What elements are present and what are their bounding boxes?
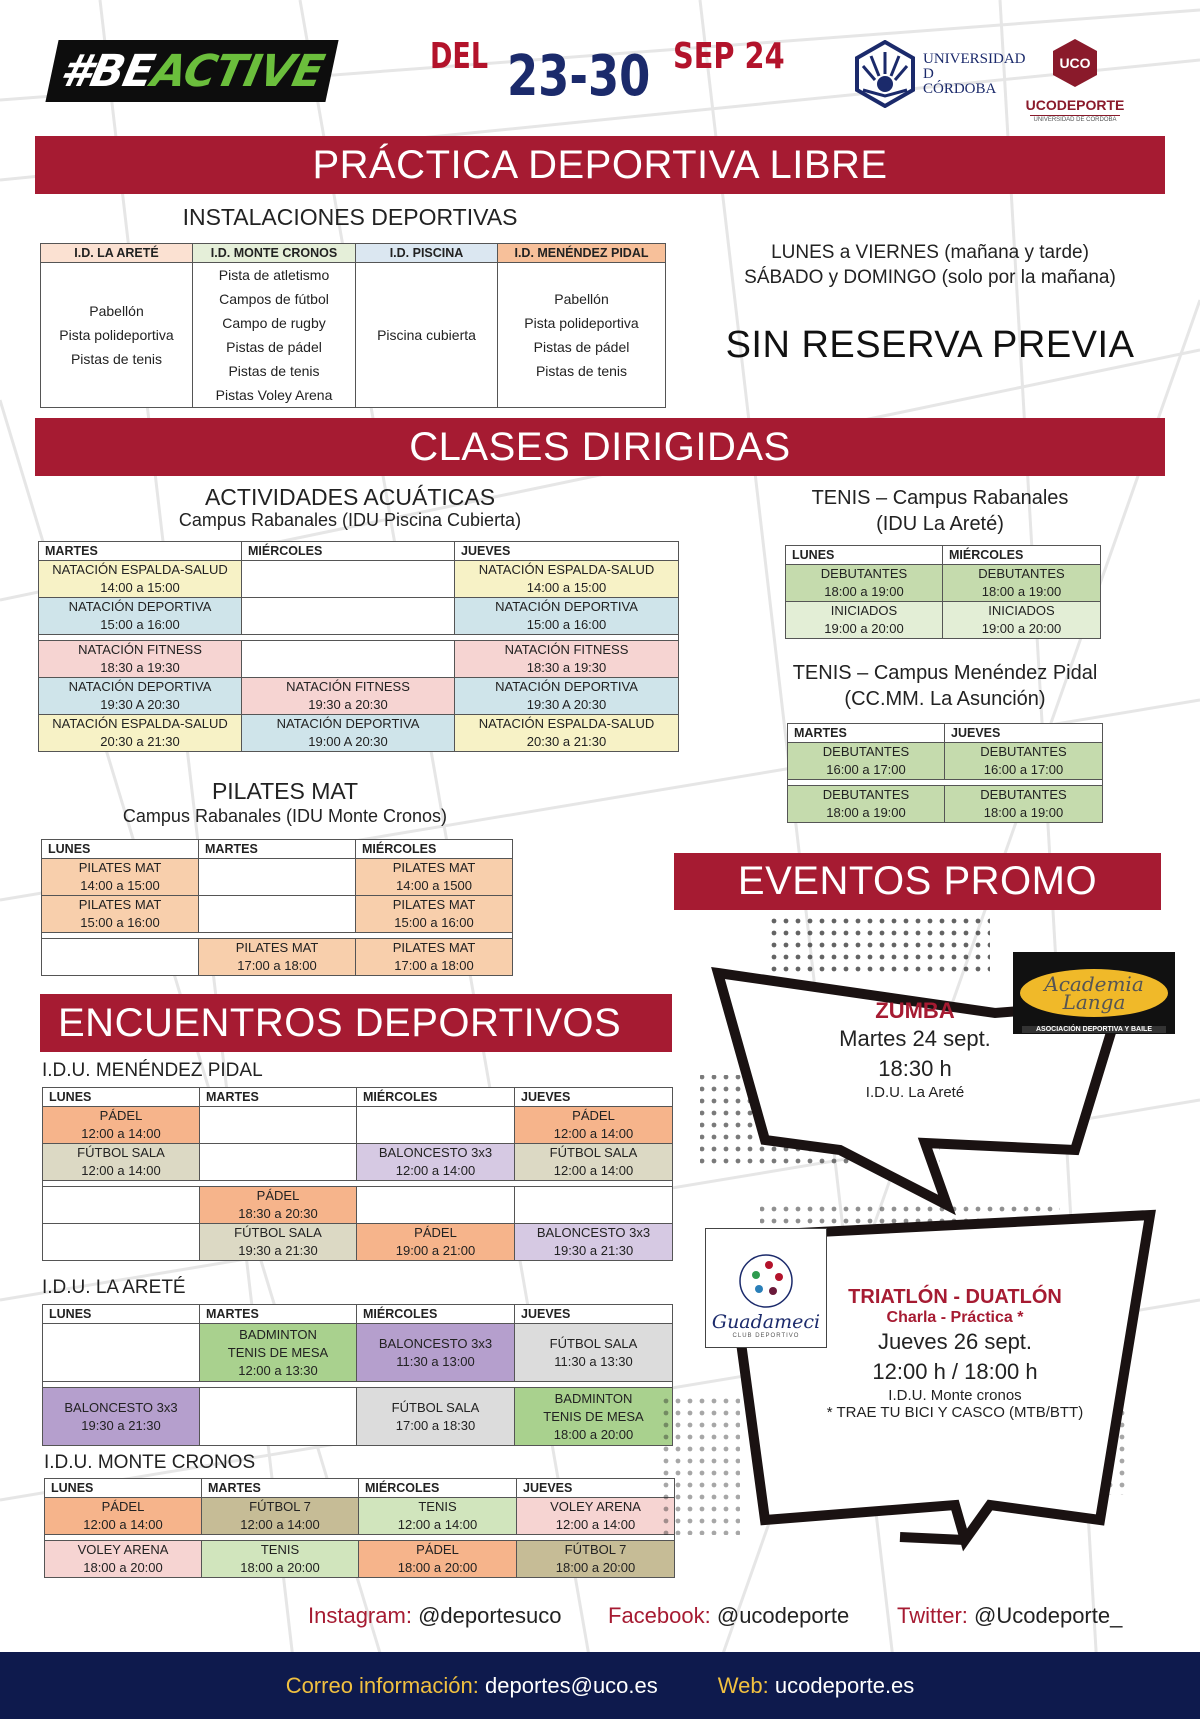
class-slot: NATACIÓN DEPORTIVA 15:00 a 16:00 bbox=[39, 598, 242, 635]
venue-menendez-title: I.D.U. MENÉNDEZ PIDAL bbox=[42, 1060, 263, 1081]
dates-month: SEP 24 bbox=[672, 36, 785, 77]
dates-del: DEL bbox=[430, 36, 489, 77]
twitter-handle[interactable]: @Ucodeporte_ bbox=[974, 1603, 1123, 1628]
class-slot: NATACIÓN DEPORTIVA 15:00 a 16:00 bbox=[455, 598, 679, 635]
venue-arete-title: I.D.U. LA ARETÉ bbox=[42, 1277, 186, 1298]
facility-item: Pabellón bbox=[89, 303, 144, 319]
col-martes: MARTES bbox=[39, 542, 242, 561]
event-slot-empty bbox=[200, 1107, 357, 1144]
web-link[interactable]: ucodeporte.es bbox=[774, 1672, 915, 1698]
beactive-prefix: #BE bbox=[56, 45, 159, 97]
class-slot: DEBUTANTES 18:00 a 19:00 bbox=[945, 786, 1103, 823]
class-slot: INICIADOS 19:00 a 20:00 bbox=[786, 602, 943, 639]
inst-header-menendez: I.D. MENÉNDEZ PIDAL bbox=[498, 244, 666, 263]
col-jueves: JUEVES bbox=[945, 724, 1103, 743]
sin-reserva-notice: SIN RESERVA PREVIA bbox=[725, 324, 1135, 366]
uco-shield-icon bbox=[855, 40, 915, 108]
footer-web[interactable] bbox=[718, 1673, 915, 1699]
event-dates bbox=[430, 30, 812, 110]
col-martes: MARTES bbox=[200, 1305, 357, 1324]
instalaciones-title: INSTALACIONES DEPORTIVAS bbox=[182, 204, 518, 230]
class-slot: NATACIÓN ESPALDA-SALUD 14:00 a 15:00 bbox=[39, 561, 242, 598]
footer-bar bbox=[0, 1652, 1200, 1719]
social-instagram[interactable] bbox=[308, 1603, 561, 1629]
col-jueves: JUEVES bbox=[515, 1088, 673, 1107]
facility-item: Campos de fútbol bbox=[219, 291, 329, 307]
facility-item: Pistas Voley Arena bbox=[215, 387, 333, 403]
zumba-venue: I.D.U. La Areté bbox=[865, 1084, 965, 1101]
ucodeporte-title: UCODEPORTE bbox=[1025, 97, 1125, 113]
class-slot: NATACIÓN ESPALDA-SALUD 14:00 a 15:00 bbox=[455, 561, 679, 598]
email-link[interactable]: deportes@uco.es bbox=[485, 1672, 658, 1698]
col-jueves: JUEVES bbox=[455, 542, 679, 561]
inst-col-piscina bbox=[356, 263, 498, 408]
facility-item: Pista de atletismo bbox=[218, 267, 330, 283]
facility-item: Pistas de tenis bbox=[535, 363, 628, 379]
pilates-subtitle: Campus Rabanales (IDU Monte Cronos) bbox=[122, 806, 448, 826]
uco-line2: D bbox=[923, 65, 934, 82]
event-slot: FÚTBOL SALA 19:30 a 21:30 bbox=[200, 1224, 357, 1261]
beactive-logo bbox=[45, 40, 338, 102]
triatlon-time: 12:00 h / 18:00 h bbox=[872, 1359, 1038, 1384]
facility-item: Campo de rugby bbox=[222, 315, 326, 331]
col-miercoles: MIÉRCOLES bbox=[357, 1305, 515, 1324]
col-miercoles: MIÉRCOLES bbox=[242, 542, 455, 561]
zumba-time: 18:30 h bbox=[878, 1056, 952, 1081]
ucodeporte-subtitle: UNIVERSIDAD DE CÓRDOBA bbox=[1030, 115, 1120, 123]
inst-col-arete bbox=[41, 263, 193, 408]
email-label: Correo información: bbox=[285, 1672, 479, 1698]
class-slot: NATACIÓN DEPORTIVA 19:00 A 20:30 bbox=[242, 715, 455, 752]
class-slot: DEBUTANTES 16:00 a 17:00 bbox=[945, 743, 1103, 780]
event-slot: FÚTBOL 7 18:00 a 20:00 bbox=[517, 1541, 675, 1578]
ucodeporte-logo bbox=[1020, 38, 1130, 123]
instagram-label: Instagram: bbox=[308, 1603, 412, 1628]
col-martes: MARTES bbox=[788, 724, 945, 743]
encuentros-menendez-table bbox=[42, 1087, 673, 1261]
class-slot: NATACIÓN DEPORTIVA 19:30 A 20:30 bbox=[455, 678, 679, 715]
beactive-suffix: ACTIVE bbox=[147, 45, 328, 97]
class-slot: NATACIÓN ESPALDA-SALUD 20:30 a 21:30 bbox=[455, 715, 679, 752]
event-slot: FÚTBOL 7 12:00 a 14:00 bbox=[202, 1498, 359, 1535]
tenis-rabanales-subtitle: (IDU La Areté) bbox=[876, 513, 1004, 535]
event-slot: BADMINTON TENIS DE MESA 18:00 a 20:00 bbox=[515, 1388, 673, 1446]
event-slot: FÚTBOL SALA 11:30 a 13:30 bbox=[515, 1324, 673, 1382]
col-jueves: JUEVES bbox=[517, 1479, 675, 1498]
triatlon-title: TRIATLÓN - DUATLÓN bbox=[848, 1286, 1062, 1308]
event-slot: FÚTBOL SALA 12:00 a 14:00 bbox=[515, 1144, 673, 1181]
triatlon-note: * TRAE TU BICI Y CASCO (MTB/BTT) bbox=[826, 1404, 1084, 1421]
class-slot: PILATES MAT 17:00 a 18:00 bbox=[199, 939, 356, 976]
inst-col-cronos bbox=[193, 263, 356, 408]
instalaciones-table bbox=[40, 243, 666, 408]
event-slot: FÚTBOL SALA 12:00 a 14:00 bbox=[43, 1144, 200, 1181]
tenis-rabanales-title: TENIS – Campus Rabanales bbox=[811, 487, 1069, 509]
event-slot: VOLEY ARENA 18:00 a 20:00 bbox=[45, 1541, 202, 1578]
inst-header-arete: I.D. LA ARETÉ bbox=[41, 244, 193, 263]
event-slot-empty bbox=[515, 1187, 673, 1224]
event-slot: PÁDEL 18:30 a 20:30 bbox=[200, 1187, 357, 1224]
inst-header-piscina: I.D. PISCINA bbox=[356, 244, 498, 263]
guadameci-logo bbox=[705, 1228, 827, 1348]
col-lunes: LUNES bbox=[45, 1479, 202, 1498]
event-slot: FÚTBOL SALA 17:00 a 18:30 bbox=[357, 1388, 515, 1446]
class-slot: NATACIÓN FITNESS 18:30 a 19:30 bbox=[39, 641, 242, 678]
uco-line3: CÓRDOBA bbox=[923, 80, 997, 97]
class-slot: DEBUTANTES 18:00 a 19:00 bbox=[786, 565, 943, 602]
class-slot: NATACIÓN ESPALDA-SALUD 20:30 a 21:30 bbox=[39, 715, 242, 752]
event-slot: VOLEY ARENA 12:00 a 14:00 bbox=[517, 1498, 675, 1535]
tenis-menendez-title: TENIS – Campus Menéndez Pidal bbox=[792, 662, 1098, 684]
facility-item: Pistas de pádel bbox=[533, 339, 630, 355]
class-slot: NATACIÓN DEPORTIVA 19:30 A 20:30 bbox=[39, 678, 242, 715]
tenis-rabanales-table bbox=[785, 545, 1101, 639]
uco-line1: UNIVERSIDAD bbox=[923, 50, 1026, 67]
facility-item: Pistas de tenis bbox=[70, 351, 163, 367]
web-label: Web: bbox=[717, 1672, 769, 1698]
facebook-handle[interactable]: @ucodeporte bbox=[716, 1603, 850, 1628]
tenis-menendez-table bbox=[787, 723, 1103, 823]
acuaticas-title: ACTIVIDADES ACUÁTICAS bbox=[204, 484, 496, 510]
col-lunes: LUNES bbox=[786, 546, 943, 565]
class-slot: NATACIÓN FITNESS 19:30 a 20:30 bbox=[242, 678, 455, 715]
class-slot-empty bbox=[242, 561, 455, 598]
facebook-label: Facebook: bbox=[608, 1603, 711, 1628]
academia-langa-logo bbox=[1013, 952, 1175, 1034]
facility-item: Pista polideportiva bbox=[524, 315, 639, 331]
event-slot: TENIS 18:00 a 20:00 bbox=[202, 1541, 359, 1578]
instagram-handle[interactable]: @deportesuco bbox=[418, 1603, 562, 1628]
event-slot-empty bbox=[357, 1187, 515, 1224]
acuaticas-subtitle: Campus Rabanales (IDU Piscina Cubierta) bbox=[178, 510, 522, 530]
inst-col-menendez bbox=[498, 263, 666, 408]
section-encuentros: ENCUENTROS DEPORTIVOS bbox=[40, 994, 672, 1052]
facility-item: Piscina cubierta bbox=[377, 327, 476, 343]
class-slot-empty bbox=[199, 859, 356, 896]
inst-header-cronos: I.D. MONTE CRONOS bbox=[193, 244, 356, 263]
ucodeporte-hexagon-icon bbox=[1052, 38, 1098, 88]
class-slot: PILATES MAT 15:00 a 16:00 bbox=[356, 896, 513, 933]
venue-cronos-title: I.D.U. MONTE CRONOS bbox=[44, 1452, 256, 1473]
class-slot: INICIADOS 19:00 a 20:00 bbox=[943, 602, 1101, 639]
universidad-cordoba-logo bbox=[855, 40, 1026, 108]
tenis-rabanales-heading bbox=[760, 485, 1120, 537]
dates-range: 23-30 bbox=[507, 44, 651, 109]
col-miercoles: MIÉRCOLES bbox=[943, 546, 1101, 565]
academia-line2: Langa bbox=[1062, 990, 1126, 1014]
class-slot: PILATES MAT 17:00 a 18:00 bbox=[356, 939, 513, 976]
class-slot: DEBUTANTES 18:00 a 19:00 bbox=[788, 786, 945, 823]
event-slot: BADMINTON TENIS DE MESA 12:00 a 13:30 bbox=[200, 1324, 357, 1382]
zumba-title: ZUMBA bbox=[875, 998, 955, 1023]
guadameci-figures-icon bbox=[731, 1251, 801, 1311]
class-slot: NATACIÓN FITNESS 18:30 a 19:30 bbox=[455, 641, 679, 678]
event-slot: PÁDEL 18:00 a 20:00 bbox=[359, 1541, 517, 1578]
col-martes: MARTES bbox=[202, 1479, 359, 1498]
class-slot: PILATES MAT 14:00 a 15:00 bbox=[42, 859, 199, 896]
event-slot: PÁDEL 12:00 a 14:00 bbox=[45, 1498, 202, 1535]
schedule-weekend: SÁBADO y DOMINGO (solo por la mañana) bbox=[744, 267, 1116, 288]
event-slot: BALONCESTO 3x3 12:00 a 14:00 bbox=[357, 1144, 515, 1181]
event-slot: BALONCESTO 3x3 19:30 a 21:30 bbox=[515, 1224, 673, 1261]
triatlon-event bbox=[790, 1286, 1120, 1421]
pilates-table bbox=[41, 839, 513, 976]
section-practica-libre: PRÁCTICA DEPORTIVA LIBRE bbox=[35, 136, 1165, 194]
triatlon-subtitle: Charla - Práctica * bbox=[886, 1309, 1024, 1326]
facility-item: Pista polideportiva bbox=[59, 327, 174, 343]
event-slot: PÁDEL 12:00 a 14:00 bbox=[43, 1107, 200, 1144]
encuentros-arete-table bbox=[42, 1304, 673, 1446]
event-slot: PÁDEL 12:00 a 14:00 bbox=[515, 1107, 673, 1144]
triatlon-venue: I.D.U. Monte cronos bbox=[888, 1387, 1022, 1404]
svg-text:UCO: UCO bbox=[1059, 55, 1091, 71]
event-slot: TENIS 12:00 a 14:00 bbox=[359, 1498, 517, 1535]
triatlon-date: Jueves 26 sept. bbox=[877, 1329, 1033, 1354]
col-miercoles: MIÉRCOLES bbox=[356, 840, 513, 859]
col-jueves: JUEVES bbox=[515, 1305, 673, 1324]
event-slot: BALONCESTO 3x3 11:30 a 13:00 bbox=[357, 1324, 515, 1382]
section-eventos-promo: EVENTOS PROMO bbox=[674, 853, 1161, 910]
tenis-menendez-heading bbox=[755, 660, 1135, 712]
event-slot: PÁDEL 19:00 a 21:00 bbox=[357, 1224, 515, 1261]
class-slot-empty bbox=[242, 598, 455, 635]
event-slot-empty bbox=[43, 1187, 200, 1224]
social-facebook[interactable] bbox=[608, 1603, 849, 1629]
facility-item: Pistas de pádel bbox=[226, 339, 322, 355]
guadameci-name: Guadameci bbox=[711, 1311, 821, 1333]
col-miercoles: MIÉRCOLES bbox=[359, 1479, 517, 1498]
class-slot: PILATES MAT 14:00 a 1500 bbox=[356, 859, 513, 896]
section-clases-dirigidas: CLASES DIRIGIDAS bbox=[35, 418, 1165, 476]
footer-email[interactable] bbox=[286, 1673, 658, 1699]
col-martes: MARTES bbox=[200, 1088, 357, 1107]
event-slot-empty bbox=[357, 1107, 515, 1144]
class-slot: PILATES MAT 15:00 a 16:00 bbox=[42, 896, 199, 933]
facility-item: Pistas de tenis bbox=[228, 363, 320, 379]
col-martes: MARTES bbox=[199, 840, 356, 859]
academia-subtitle: ASOCIACIÓN DEPORTIVA Y BAILE bbox=[1022, 1026, 1166, 1033]
event-slot-empty bbox=[200, 1144, 357, 1181]
guadameci-subtitle: CLUB DEPORTIVO bbox=[732, 1333, 800, 1339]
class-slot-empty bbox=[42, 939, 199, 976]
facility-item: Pabellón bbox=[554, 291, 609, 307]
event-slot-empty bbox=[43, 1224, 200, 1261]
class-slot: DEBUTANTES 16:00 a 17:00 bbox=[788, 743, 945, 780]
col-miercoles: MIÉRCOLES bbox=[357, 1088, 515, 1107]
practica-schedule bbox=[690, 240, 1170, 290]
class-slot-empty bbox=[242, 641, 455, 678]
class-slot-empty bbox=[199, 896, 356, 933]
event-slot-empty bbox=[43, 1324, 200, 1382]
zumba-date: Martes 24 sept. bbox=[839, 1026, 991, 1051]
class-slot: DEBUTANTES 18:00 a 19:00 bbox=[943, 565, 1101, 602]
col-lunes: LUNES bbox=[43, 1088, 200, 1107]
tenis-menendez-subtitle: (CC.MM. La Asunción) bbox=[844, 688, 1046, 710]
col-lunes: LUNES bbox=[42, 840, 199, 859]
event-slot: BALONCESTO 3x3 19:30 a 21:30 bbox=[43, 1388, 200, 1446]
acuaticas-table bbox=[38, 541, 679, 752]
social-twitter[interactable] bbox=[897, 1603, 1122, 1629]
pilates-title: PILATES MAT bbox=[211, 778, 359, 804]
twitter-label: Twitter: bbox=[897, 1603, 968, 1628]
schedule-weekdays: LUNES a VIERNES (mañana y tarde) bbox=[771, 242, 1089, 263]
event-slot-empty bbox=[200, 1388, 357, 1446]
encuentros-cronos-table bbox=[44, 1478, 675, 1578]
col-lunes: LUNES bbox=[43, 1305, 200, 1324]
academia-line1: Academia bbox=[1044, 972, 1144, 996]
